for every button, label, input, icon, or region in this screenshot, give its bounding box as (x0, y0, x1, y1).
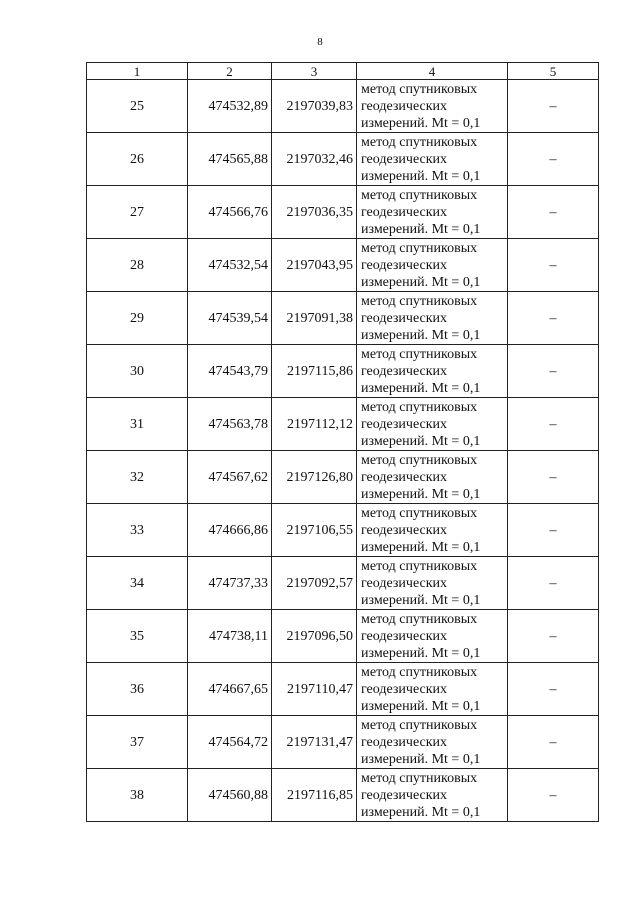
coordinates-table (86, 62, 599, 822)
x-coordinate-cell: 474565,88 (188, 133, 272, 186)
note-cell: – (508, 80, 599, 133)
y-coordinate-cell: 2197091,38 (272, 292, 357, 345)
table-row (87, 663, 599, 716)
note-cell: – (508, 663, 599, 716)
method-cell: метод спутниковых геодезических измерений. Mt = 0,1 (357, 292, 508, 345)
table-row (87, 716, 599, 769)
note-cell: – (508, 133, 599, 186)
y-coordinate-cell: 2197096,50 (272, 610, 357, 663)
x-coordinate-cell: 474532,54 (188, 239, 272, 292)
note-cell: – (508, 292, 599, 345)
point-number-cell: 34 (87, 557, 188, 610)
table-row (87, 292, 599, 345)
y-coordinate-cell: 2197126,80 (272, 451, 357, 504)
point-number-cell: 35 (87, 610, 188, 663)
point-number-cell: 36 (87, 663, 188, 716)
table-row (87, 557, 599, 610)
x-coordinate-cell: 474566,76 (188, 186, 272, 239)
table-row (87, 451, 599, 504)
table-row (87, 186, 599, 239)
header-cell-5: 5 (508, 63, 599, 80)
point-number-cell: 28 (87, 239, 188, 292)
x-coordinate-cell: 474543,79 (188, 345, 272, 398)
method-cell: метод спутниковых геодезических измерений. Mt = 0,1 (357, 663, 508, 716)
point-number-cell: 32 (87, 451, 188, 504)
y-coordinate-cell: 2197131,47 (272, 716, 357, 769)
y-coordinate-cell: 2197032,46 (272, 133, 357, 186)
x-coordinate-cell: 474564,72 (188, 716, 272, 769)
y-coordinate-cell: 2197036,35 (272, 186, 357, 239)
x-coordinate-cell: 474539,54 (188, 292, 272, 345)
note-cell: – (508, 451, 599, 504)
note-cell: – (508, 769, 599, 822)
point-number-cell: 29 (87, 292, 188, 345)
header-cell-3: 3 (272, 63, 357, 80)
x-coordinate-cell: 474667,65 (188, 663, 272, 716)
x-coordinate-cell: 474563,78 (188, 398, 272, 451)
method-cell: метод спутниковых геодезических измерений. Mt = 0,1 (357, 133, 508, 186)
x-coordinate-cell: 474666,86 (188, 504, 272, 557)
x-coordinate-cell: 474738,11 (188, 610, 272, 663)
header-cell-2: 2 (188, 63, 272, 80)
method-cell: метод спутниковых геодезических измерений. Mt = 0,1 (357, 239, 508, 292)
table-row (87, 80, 599, 133)
x-coordinate-cell: 474560,88 (188, 769, 272, 822)
method-cell: метод спутниковых геодезических измерений. Mt = 0,1 (357, 504, 508, 557)
method-cell: метод спутниковых геодезических измерений. Mt = 0,1 (357, 610, 508, 663)
table-row (87, 133, 599, 186)
y-coordinate-cell: 2197116,85 (272, 769, 357, 822)
note-cell: – (508, 504, 599, 557)
point-number-cell: 27 (87, 186, 188, 239)
point-number-cell: 31 (87, 398, 188, 451)
note-cell: – (508, 345, 599, 398)
method-cell: метод спутниковых геодезических измерений. Mt = 0,1 (357, 557, 508, 610)
x-coordinate-cell: 474567,62 (188, 451, 272, 504)
point-number-cell: 26 (87, 133, 188, 186)
method-cell: метод спутниковых геодезических измерений. Mt = 0,1 (357, 769, 508, 822)
table-row (87, 239, 599, 292)
y-coordinate-cell: 2197039,83 (272, 80, 357, 133)
header-cell-1: 1 (87, 63, 188, 80)
method-cell: метод спутниковых геодезических измерений. Mt = 0,1 (357, 80, 508, 133)
point-number-cell: 38 (87, 769, 188, 822)
table-row (87, 504, 599, 557)
method-cell: метод спутниковых геодезических измерений. Mt = 0,1 (357, 345, 508, 398)
page-number: 8 (317, 36, 323, 48)
header-cell-4: 4 (357, 63, 508, 80)
y-coordinate-cell: 2197110,47 (272, 663, 357, 716)
y-coordinate-cell: 2197106,55 (272, 504, 357, 557)
method-cell: метод спутниковых геодезических измерений. Mt = 0,1 (357, 398, 508, 451)
point-number-cell: 25 (87, 80, 188, 133)
y-coordinate-cell: 2197092,57 (272, 557, 357, 610)
table-header-row (87, 63, 599, 80)
x-coordinate-cell: 474532,89 (188, 80, 272, 133)
table-row (87, 345, 599, 398)
table-row (87, 769, 599, 822)
table-row (87, 610, 599, 663)
point-number-cell: 30 (87, 345, 188, 398)
method-cell: метод спутниковых геодезических измерений. Mt = 0,1 (357, 716, 508, 769)
x-coordinate-cell: 474737,33 (188, 557, 272, 610)
point-number-cell: 37 (87, 716, 188, 769)
note-cell: – (508, 186, 599, 239)
coordinates-table-body (87, 63, 599, 822)
method-cell: метод спутниковых геодезических измерений. Mt = 0,1 (357, 186, 508, 239)
note-cell: – (508, 398, 599, 451)
note-cell: – (508, 716, 599, 769)
y-coordinate-cell: 2197112,12 (272, 398, 357, 451)
y-coordinate-cell: 2197115,86 (272, 345, 357, 398)
note-cell: – (508, 610, 599, 663)
point-number-cell: 33 (87, 504, 188, 557)
y-coordinate-cell: 2197043,95 (272, 239, 357, 292)
note-cell: – (508, 239, 599, 292)
table-row (87, 398, 599, 451)
method-cell: метод спутниковых геодезических измерений. Mt = 0,1 (357, 451, 508, 504)
note-cell: – (508, 557, 599, 610)
